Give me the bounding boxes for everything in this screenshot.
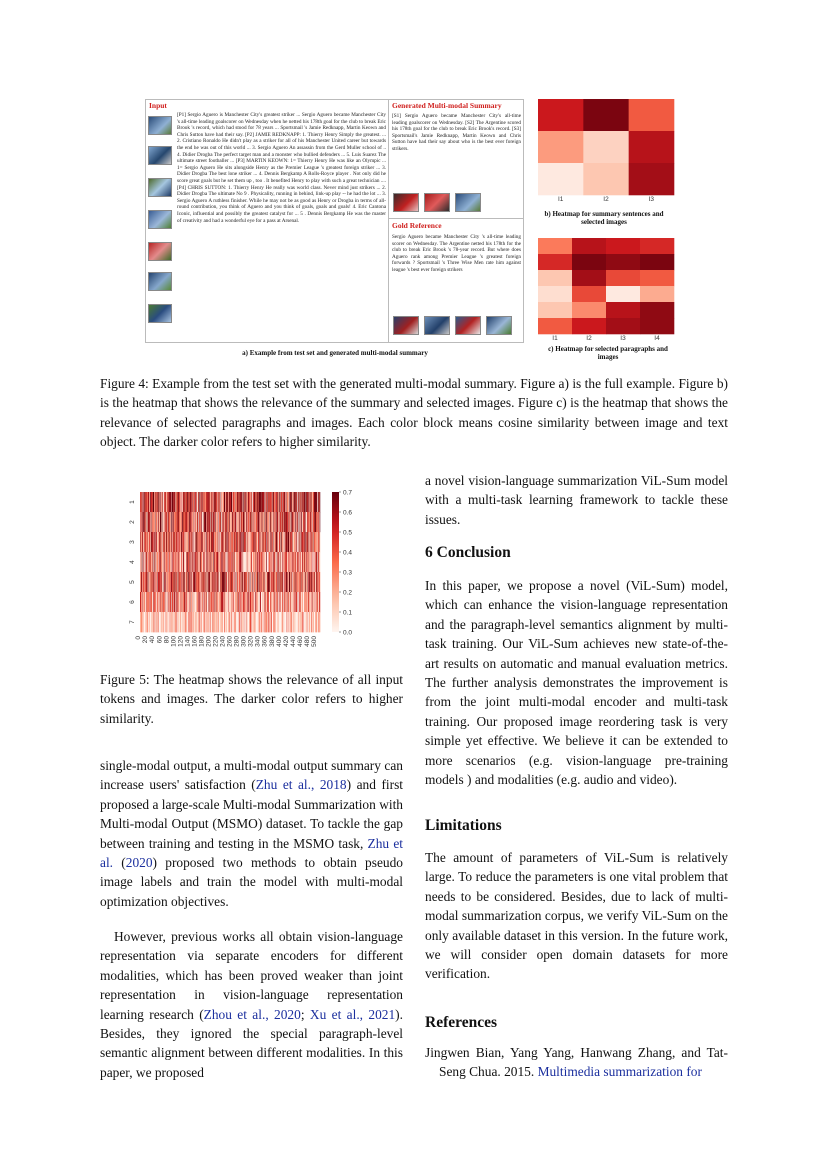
heatmap-cell xyxy=(629,131,675,163)
x-tick-label: 420 xyxy=(282,636,290,647)
gold-reference-title: Gold Reference xyxy=(392,221,442,230)
player-photo xyxy=(148,272,172,291)
summary-title: Generated Multi-modal Summary xyxy=(392,101,502,110)
heatmap-cell xyxy=(538,131,584,163)
x-tick-label: I1 xyxy=(557,196,564,203)
y-tick-label: 3 xyxy=(129,540,136,544)
heatmap-cell xyxy=(320,492,321,512)
x-tick-label: 360 xyxy=(261,636,269,647)
colorbar-tick-label: 0.0 xyxy=(343,629,353,637)
input-text: [P1] Sergio Aguero is Manchester City's greatest striker ... Sergio Aguero became Manchester City 's all-time leading goalscorer on Wednesday when he netted his 178th goal for the club to break Eric Brook 's record, which had stood for 78 years ... Sportsmail 's Jamie Redknapp, Martin Keown and Chris Sutton have had their say. [P2] JAMIE REDKNAPP: 1. Thierry Henry Simply the greatest. ... 2. Cristiano Ronaldo He didn't play as a striker for all of his Manchester United career but towards the end he was out of this world ... 3. Sergio Aguero An assassin from the Gerd Muller school of .. 4. Didier Drogba The perfect target man and a monster who bullied defenders ... 5. Luis Suarez The ultimate street footballer ... [P3] MARTIN KEOWN: 1= Thierry Henry He was like an Olympic ... 1= Sergio Aguero He sits alongside Henry as the Premier League 's greatest foreign striker ... 3. Didier Drogba The best lone striker ... 4. Dennis Bergkamp A Rolls-Royce player . Not only did he score great goals but he set them up , too . It benefited Henry to play with such a great technician .... [P4] CHRIS SUTTON: 1. Thierry Henry He really was world class. Never mind just strikers ... 2. Didier Drogba The ultimate No 9 . Physicality, running in behind, link-up play -- he had the lot ... 3. Sergio Aguero A ruthless finisher. While he may not be as good as Henry or Drogba in terms of all-round contribution, you think of Aguero and you think of goals, goals and goals! 4. Eric Cantona Iconic, influential and possibly the greatest catalyst for ... 5 . Dennis Bergkamp He was the master of creativity and had a wonderful eye for a pass at Arsenal. xyxy=(177,112,386,224)
heatmap-cell xyxy=(583,99,629,131)
summary-image xyxy=(424,193,450,212)
heatmap-cell xyxy=(583,131,629,163)
heatmap-cell xyxy=(572,302,606,318)
x-tick-label: I1 xyxy=(552,335,558,342)
y-tick-label: 6 xyxy=(129,600,136,604)
x-tick-label: 120 xyxy=(177,636,185,647)
x-tick-label: I3 xyxy=(620,335,626,342)
heatmap-cell xyxy=(572,318,606,334)
figure4c-caption: c) Heatmap for selected paragraphs and images xyxy=(548,345,668,361)
citation-link[interactable]: Zhu et al. xyxy=(100,835,403,871)
limitations-heading: Limitations xyxy=(425,817,502,834)
colorbar-tick-label: 0.2 xyxy=(343,589,353,597)
heatmap-cell xyxy=(538,99,584,131)
x-tick-label: I3 xyxy=(648,196,655,203)
heatmap-cell xyxy=(606,254,640,270)
player-photo xyxy=(148,242,172,261)
x-tick-label: 480 xyxy=(303,636,311,647)
heatmap-cell xyxy=(572,238,606,254)
heatmap-cell xyxy=(629,163,675,195)
text: However, previous works all obtain vision-language representation via separate encoders for different modalities, which has been proved weaker than joint representation in vision-language representation learning research ( xyxy=(100,929,403,1022)
heatmap-cell xyxy=(572,254,606,270)
player-photo xyxy=(148,178,172,197)
heatmap-cell xyxy=(640,254,674,270)
heatmap-cell xyxy=(640,286,674,302)
x-tick-label: 40 xyxy=(149,636,157,644)
heatmap-cell xyxy=(606,318,640,334)
heatmap-cell xyxy=(572,270,606,286)
colorbar-tick-label: 0.4 xyxy=(343,549,353,557)
citation-link[interactable]: Zhou et al., 2020 xyxy=(203,1006,301,1022)
colorbar-tick-label: 0.5 xyxy=(343,529,353,537)
x-tick-label: 440 xyxy=(289,636,297,647)
gold-reference-text: Sergio Aguero became Manchester City 's all-time leading scorer on Wednesday. The Argentine netted his 178th for the club to break Eric Brook 's 78-year record. But where does Aguero rank among Premier League 's greatest foreign forwards ? Sportsmail 's Three Wise Men rate him against league 's best ever foreign strikers xyxy=(392,234,521,273)
heatmap-cell xyxy=(538,318,572,334)
citation-link[interactable]: Zhu et al., 2018 xyxy=(255,777,347,793)
panel-divider xyxy=(388,99,389,343)
x-tick-label: 280 xyxy=(233,636,241,647)
heatmap-cell xyxy=(572,286,606,302)
y-tick-label: 1 xyxy=(129,500,136,504)
x-tick-label: 220 xyxy=(212,636,220,647)
heatmap-cell xyxy=(606,302,640,318)
colorbar-tick-label: 0.3 xyxy=(343,569,353,577)
gold-image xyxy=(393,316,419,335)
text: Jingwen Bian, Yang Yang, Hanwang Zhang, and Tat-Seng Chua. 2015. xyxy=(425,1045,728,1080)
heatmap-cell xyxy=(538,270,572,286)
reference-link[interactable]: Multimedia summarization for xyxy=(537,1064,702,1080)
heatmap-cell xyxy=(606,270,640,286)
x-tick-label: 80 xyxy=(163,636,171,644)
x-tick-label: I2 xyxy=(586,335,592,342)
player-photo xyxy=(148,304,172,323)
heatmap-cell xyxy=(640,238,674,254)
right-intro: a novel vision-language summarization ViL-Sum model with a multi-task learning framework to tackle these issues. xyxy=(425,473,728,527)
heatmap-cell xyxy=(320,592,321,612)
heatmap-cell xyxy=(538,238,572,254)
player-photo xyxy=(148,116,172,135)
heatmap-cell xyxy=(320,612,321,632)
heatmap-cell xyxy=(629,99,675,131)
x-tick-label: I2 xyxy=(603,196,609,203)
text: ) proposed two methods to obtain pseudo image labels and train the model with multi-modal optimization objectives. xyxy=(100,855,403,909)
x-tick-label: 0 xyxy=(135,636,143,640)
heatmap-cell xyxy=(583,163,629,195)
x-tick-label: 100 xyxy=(170,636,178,647)
figure4b-caption: b) Heatmap for summary sentences and selected images xyxy=(544,210,664,226)
heatmap-cell xyxy=(538,163,584,195)
reference-entry xyxy=(425,1043,728,1082)
colorbar-tick-label: 0.6 xyxy=(343,509,353,517)
text: ( xyxy=(113,855,126,871)
x-tick-label: 380 xyxy=(268,636,276,647)
summary-image xyxy=(455,193,481,212)
summary-text: [S1] Sergio Aguero became Manchester City's all-time leading goalscorer on Wednesday. [S2] The Argentine scored his 178th goal for the club to break Eric Brook's record. [S3] Sportsmail's Jamie Redknapp, Martin Keown and Chris Sutton have had their say about who is the best ever foreign strikers. xyxy=(392,113,521,152)
x-tick-label: 160 xyxy=(191,636,199,647)
heatmap-tokens-images xyxy=(110,485,370,665)
heatmap-paragraphs-images xyxy=(528,234,678,346)
references-heading: References xyxy=(425,1014,498,1031)
figure5-caption: Figure 5: The heatmap shows the relevance of all input tokens and images. The darker color refers to higher similarity. xyxy=(100,672,403,726)
x-tick-label: 240 xyxy=(219,636,227,647)
figure4-caption: Figure 4: Example from the test set with the generated multi-modal summary. Figure a) is the full example. Figure b) is the heatmap that shows the relevance of the summary and selected images. Figure c) is the heatmap that shows the relevance of selected paragraphs and images. Each color block means cosine similarity between image and text object. The darker color refers to higher similarity. xyxy=(100,376,728,450)
text: single-modal output, a multi-modal output summary can increase users' satisfaction ( xyxy=(100,758,403,793)
x-tick-label: 200 xyxy=(205,636,213,647)
conclusion-heading: 6 Conclusion xyxy=(425,544,511,561)
x-tick-label: 260 xyxy=(226,636,234,647)
player-photo xyxy=(148,210,172,229)
colorbar xyxy=(332,492,339,632)
y-tick-label: 4 xyxy=(129,560,136,564)
left-paragraph-1 xyxy=(100,756,403,911)
heatmap-cell xyxy=(538,302,572,318)
colorbar-tick-label: 0.7 xyxy=(343,489,353,497)
heatmap-cell xyxy=(640,270,674,286)
x-tick-label: 500 xyxy=(310,636,318,647)
gold-image xyxy=(424,316,450,335)
heatmap-cell xyxy=(640,302,674,318)
panel-divider xyxy=(389,218,524,219)
text: ) and first proposed a large-scale Multi-modal Summarization with Multi-modal Output (MSMO) dataset. To tackle the gap between training and testing in the MSMO task, xyxy=(100,777,404,851)
heatmap-cell xyxy=(320,572,321,592)
figure4a-caption: a) Example from test set and generated multi-modal summary xyxy=(242,349,428,357)
x-tick-label: 300 xyxy=(240,636,248,647)
heatmap-cell xyxy=(606,238,640,254)
heatmap-cell xyxy=(538,286,572,302)
heatmap-cell xyxy=(606,286,640,302)
colorbar-tick-label: 0.1 xyxy=(343,609,353,617)
gold-image xyxy=(455,316,481,335)
heatmap-cell xyxy=(320,512,321,532)
x-tick-label: 140 xyxy=(184,636,192,647)
limitations-text: The amount of parameters of ViL-Sum is relatively large. To reduce the parameters is one vital problem that needs to be considered. Besides, due to lack of multi-modal summarization corpus, we verify ViL-Sum on the only available dataset in this version. In the future work, we will consider open domain datasets for more verification. xyxy=(425,850,728,982)
x-tick-label: 320 xyxy=(247,636,255,647)
x-tick-label: 60 xyxy=(156,636,164,644)
conclusion-text: In this paper, we propose a novel (ViL-Sum) model, which can enhance the vision-language representation and the paragraph-level semantics alignment by multi-task training. Our ViL-Sum achieves new state-of-the- art results on automatic and manual evaluation metrics. The further analysis demonstrates the improvement is from the joint multi-modal encoder and multi-task training. Our proposed image reordering task is very simple yet effective. We believe it can be extended to more scenarios (e.g. vision-language pre-training models ) and modalities (e.g. audio and video). xyxy=(425,578,728,788)
text: ). Besides, they ignored the special paragraph-level semantic alignment between different modalities. In this paper, we proposed xyxy=(100,1006,403,1080)
y-tick-label: 5 xyxy=(129,580,136,584)
left-paragraph-2 xyxy=(100,927,403,1082)
heatmap-cell xyxy=(640,318,674,334)
y-tick-label: 2 xyxy=(129,520,136,524)
x-tick-label: 460 xyxy=(296,636,304,647)
input-title: Input xyxy=(149,101,167,110)
citation-link[interactable]: 2020 xyxy=(125,855,153,871)
citation-link[interactable]: Xu et al., 2021 xyxy=(309,1006,396,1022)
text: ; xyxy=(300,1006,310,1022)
x-tick-label: 340 xyxy=(254,636,262,647)
player-photo xyxy=(148,146,172,165)
heatmap-cell xyxy=(320,552,321,572)
x-tick-label: 20 xyxy=(142,636,150,644)
x-tick-label: 400 xyxy=(275,636,283,647)
summary-image xyxy=(393,193,419,212)
heatmap-summary-images xyxy=(528,95,678,207)
x-tick-label: 180 xyxy=(198,636,206,647)
heatmap-cell xyxy=(320,532,321,552)
y-tick-label: 7 xyxy=(129,620,136,624)
heatmap-cell xyxy=(538,254,572,270)
gold-image xyxy=(486,316,512,335)
x-tick-label: I4 xyxy=(654,335,660,342)
